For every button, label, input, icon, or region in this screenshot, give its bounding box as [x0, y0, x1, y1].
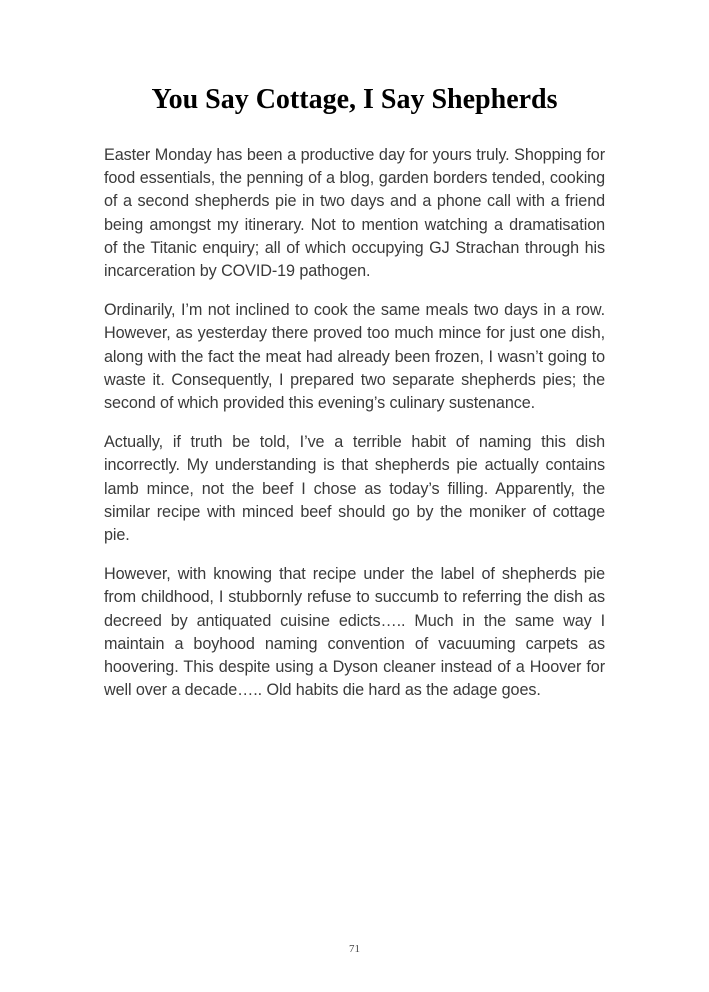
- page-title: You Say Cottage, I Say Shepherds: [151, 84, 558, 115]
- article-body: [104, 144, 605, 718]
- page-number: 71: [349, 943, 360, 955]
- paragraph: Actually, if truth be told, I’ve a terrible habit of naming this dish incorrectly. My understanding is that shepherds pie actually contains lamb mince, not the beef I chose as today’s filling. Apparently, the similar recipe with minced beef should go by the moniker of cottage pie.: [104, 433, 605, 545]
- paragraph: Ordinarily, I’m not inclined to cook the same meals two days in a row. However, as yesterday there proved too much mince for just one dish, along with the fact the meat had already been frozen, I wasn’t going to waste it. Consequently, I prepared two separate shepherds pies; the second of which provided this evening’s culinary sustenance.: [104, 301, 605, 413]
- paragraph: However, with knowing that recipe under the label of shepherds pie from childhood, I stubbornly refuse to succumb to referring the dish as decreed by antiquated cuisine edicts….. Much in the same way I maintain a boyhood naming convention of vacuuming carpets as hoovering. This despite using a Dyson cleaner instead of a Hoover for well over a decade….. Old habits die hard as the adage goes.: [104, 565, 605, 700]
- paragraph: Easter Monday has been a productive day for yours truly. Shopping for food essentials, the penning of a blog, garden borders tended, cooking of a second shepherds pie in two days and a phone call with a friend being amongst my itinerary. Not to mention watching a dramatisation of the Titanic enquiry; all of which occupying GJ Strachan through his incarceration by COVID-19 pathogen.: [104, 146, 605, 281]
